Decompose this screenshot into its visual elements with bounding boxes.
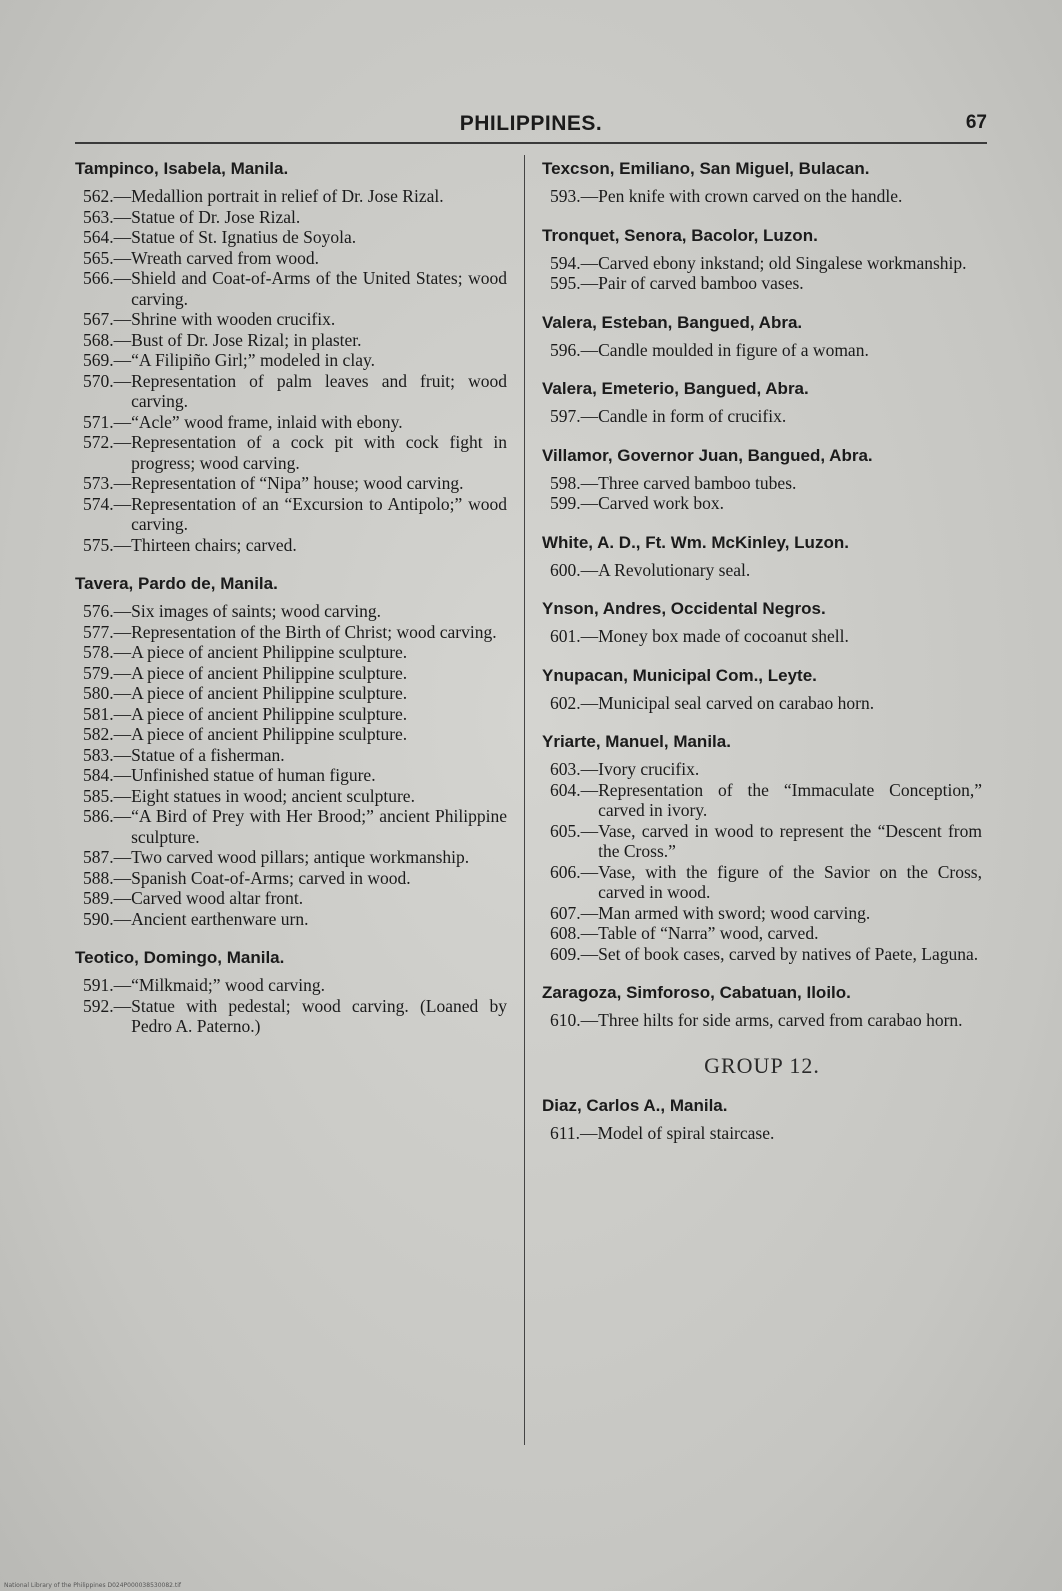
exhibitor-name: Tavera, Pardo de, Manila. (75, 574, 278, 593)
catalog-entry (542, 923, 982, 944)
catalog-entry (75, 186, 507, 207)
entry-number: 605. (550, 820, 581, 841)
entry-number: 603. (550, 759, 581, 779)
entry-text: Medallion portrait in relief of Dr. Jose Rizal. (131, 186, 444, 206)
entry-text: “Milkmaid;” wood carving. (131, 975, 326, 995)
entry-number: 595. (550, 273, 581, 293)
entry-text: Three hilts for side arms, carved from carabao horn. (598, 1010, 963, 1030)
entry-dash: — (580, 472, 599, 493)
entry-dash: — (580, 820, 599, 841)
entry-dash: — (580, 902, 599, 923)
entry-dash: — (113, 268, 132, 288)
catalog-entry (542, 340, 982, 361)
entry-list (542, 1123, 982, 1144)
entry-number: 574. (83, 493, 114, 514)
entry-dash: — (580, 779, 599, 800)
entry-dash: — (580, 273, 599, 293)
entry-number: 587. (83, 847, 114, 867)
entry-number: 590. (83, 908, 114, 929)
entry-dash: — (580, 1010, 599, 1030)
entry-number: 566. (83, 268, 114, 288)
entry-text: A Revolutionary seal. (598, 559, 751, 580)
catalog-entry (75, 745, 507, 766)
entry-list (75, 975, 507, 1037)
catalog-entry (75, 207, 507, 228)
exhibitor-section (542, 665, 982, 714)
entry-number: 585. (83, 785, 114, 806)
entry-dash: — (113, 806, 132, 826)
catalog-entry (542, 406, 982, 427)
entry-dash: — (579, 1122, 598, 1143)
catalog-entry (75, 622, 507, 643)
entry-text: Representation of the Birth of Christ; wood carving. (131, 621, 497, 642)
entry-dash: — (113, 908, 132, 929)
entry-number: 570. (83, 370, 114, 391)
exhibitor-name: Texcson, Emiliano, San Miguel, Bulacan. (542, 159, 870, 178)
entry-number: 598. (550, 472, 581, 493)
catalog-entry (542, 1123, 982, 1144)
exhibitor-name: Zaragoza, Simforoso, Cabatuan, Iloilo. (542, 983, 851, 1002)
catalog-entry (542, 493, 982, 514)
entry-number: 562. (83, 186, 114, 206)
catalog-entry (542, 780, 982, 821)
entry-dash: — (113, 785, 132, 806)
catalog-entry (75, 765, 507, 786)
entry-list (542, 406, 982, 427)
entry-number: 602. (550, 692, 581, 713)
entry-text: Bust of Dr. Jose Rizal; in plaster. (131, 329, 362, 350)
entry-number: 579. (83, 662, 114, 683)
exhibitor-section (542, 731, 982, 964)
catalog-entry (75, 535, 507, 556)
entry-number: 592. (83, 995, 114, 1016)
entry-text: Table of “Narra” wood, carved. (598, 923, 819, 943)
running-title: PHILIPPINES. (459, 112, 603, 135)
exhibitor-name: Ynson, Andres, Occidental Negros. (542, 599, 826, 618)
catalog-entry (75, 909, 507, 930)
entry-dash: — (113, 703, 132, 724)
entry-dash: — (113, 350, 132, 370)
exhibitor-name: Yriarte, Manuel, Manila. (542, 732, 731, 751)
catalog-entry (75, 996, 507, 1037)
exhibitor-section (75, 573, 507, 929)
exhibitor-section (542, 982, 982, 1031)
entry-number: 596. (550, 339, 581, 360)
exhibitor-name: White, A. D., Ft. Wm. McKinley, Luzon. (542, 532, 849, 552)
entry-text: Ivory crucifix. (598, 759, 700, 779)
entry-number: 563. (83, 206, 114, 227)
exhibitor-section (75, 947, 507, 1037)
entry-number: 578. (83, 642, 114, 662)
entry-list (542, 626, 982, 647)
exhibitor-section (542, 158, 982, 207)
catalog-entry (75, 248, 507, 269)
catalog-entry (75, 494, 507, 535)
entry-text: Three carved bamboo tubes. (598, 472, 797, 493)
catalog-entry (542, 626, 982, 647)
entry-number: 611. (550, 1122, 580, 1143)
entry-dash: — (580, 861, 599, 882)
exhibitor-section (75, 158, 507, 555)
entry-number: 572. (83, 432, 114, 452)
entry-dash: — (113, 206, 132, 227)
entry-dash: — (113, 473, 132, 493)
catalog-entry (75, 330, 507, 351)
exhibitor-section (542, 1095, 982, 1144)
entry-text: A piece of ancient Philippine sculpture. (131, 724, 408, 744)
entry-number: 569. (83, 350, 114, 370)
catalog-entry (542, 1010, 982, 1031)
entry-text: Representation of the “Immaculate Conception,” carved in ivory. (598, 779, 982, 820)
entry-text: Set of book cases, carved by natives of Paete, Laguna. (598, 943, 979, 964)
entry-dash: — (113, 765, 132, 785)
catalog-entry (542, 186, 982, 207)
right-column-sections (542, 158, 982, 1031)
entry-dash: — (113, 227, 132, 247)
entry-dash: — (113, 995, 132, 1016)
entry-dash: — (580, 186, 599, 206)
exhibitor-name: Valera, Emeterio, Bangued, Abra. (542, 379, 809, 398)
entry-text: Two carved wood pillars; antique workmanship. (131, 847, 470, 867)
entry-text: Candle moulded in figure of a woman. (598, 339, 869, 360)
catalog-entry (542, 693, 982, 714)
entry-number: 597. (550, 406, 581, 426)
entry-list (75, 601, 507, 929)
catalog-entry (75, 663, 507, 684)
entry-text: “A Filipiño Girl;” modeled in clay. (131, 350, 375, 370)
catalog-entry (542, 862, 982, 903)
left-column (75, 158, 507, 1055)
entry-text: Carved ebony inkstand; old Singalese workmanship. (598, 252, 967, 273)
entry-text: Vase, with the figure of the Savior on the Cross, carved in wood. (598, 861, 982, 902)
entry-dash: — (113, 724, 132, 744)
entry-text: Pen knife with crown carved on the handle. (598, 186, 903, 206)
entry-text: “A Bird of Prey with Her Brood;” ancient Philippine sculpture. (131, 806, 507, 847)
catalog-entry (75, 309, 507, 330)
entry-text: Model of spiral staircase. (597, 1122, 775, 1143)
entry-text: Statue of St. Ignatius de Soyola. (131, 227, 357, 247)
entry-text: Shrine with wooden crucifix. (131, 309, 336, 329)
entry-text: Vase, carved in wood to represent the “Descent from the Cross.” (598, 820, 982, 861)
entry-number: 575. (83, 534, 114, 555)
catalog-entry (542, 473, 982, 494)
exhibitor-name: Ynupacan, Municipal Com., Leyte. (542, 665, 817, 685)
entry-text: Wreath carved from wood. (131, 247, 319, 268)
entry-number: 584. (83, 765, 114, 785)
entry-dash: — (580, 923, 599, 943)
entry-dash: — (113, 329, 132, 350)
entry-number: 577. (83, 621, 114, 642)
exhibitor-name: Diaz, Carlos A., Manila. (542, 1095, 728, 1115)
exhibitor-section (542, 532, 982, 581)
entry-list (542, 560, 982, 581)
entry-number: 583. (83, 744, 114, 765)
catalog-entry (75, 786, 507, 807)
catalog-entry (75, 227, 507, 248)
exhibitor-section (542, 312, 982, 361)
entry-dash: — (113, 621, 132, 642)
entry-number: 600. (550, 559, 581, 580)
entry-dash: — (580, 559, 599, 580)
entry-number: 573. (83, 473, 114, 493)
catalog-entry (75, 724, 507, 745)
entry-dash: — (113, 975, 132, 995)
entry-text: Money box made of cocoanut shell. (598, 626, 849, 646)
exhibitor-section (542, 445, 982, 514)
entry-text: Pair of carved bamboo vases. (598, 273, 804, 293)
entry-number: 582. (83, 724, 114, 744)
entry-dash: — (113, 601, 132, 621)
entry-text: Statue with pedestal; wood carving. (Loaned by Pedro A. Paterno.) (131, 995, 507, 1036)
entry-text: Carved work box. (598, 493, 725, 513)
entry-dash: — (580, 493, 599, 513)
entry-text: Six images of saints; wood carving. (131, 601, 381, 621)
entry-text: “Acle” wood frame, inlaid with ebony. (131, 411, 403, 432)
entry-dash: — (113, 186, 132, 206)
entry-dash: — (580, 692, 599, 713)
catalog-entry (75, 888, 507, 909)
entry-text: A piece of ancient Philippine sculpture. (131, 662, 408, 683)
entry-list (542, 253, 982, 294)
entry-dash: — (113, 662, 132, 683)
entry-dash: — (113, 847, 132, 867)
entry-list (542, 186, 982, 207)
entry-number: 593. (550, 186, 581, 206)
entry-number: 607. (550, 902, 581, 923)
entry-dash: — (580, 339, 599, 360)
catalog-entry (75, 806, 507, 847)
scan-footer-note: National Library of the Philippines D024P000038530082.tif (4, 1582, 182, 1589)
right-column (542, 158, 982, 1161)
entry-dash: — (580, 626, 599, 646)
exhibitor-name: Valera, Esteban, Bangued, Abra. (542, 312, 803, 332)
entry-text: Representation of palm leaves and fruit; wood carving. (131, 370, 507, 411)
entry-list (542, 759, 982, 964)
group-heading: GROUP 12. (704, 1052, 820, 1078)
entry-text: Statue of Dr. Jose Rizal. (131, 206, 301, 227)
entry-dash: — (113, 642, 132, 662)
exhibitor-section (542, 598, 982, 647)
entry-text: Statue of a fisherman. (131, 744, 285, 765)
entry-dash: — (113, 888, 132, 908)
exhibitor-section (542, 225, 982, 294)
entry-number: 588. (83, 867, 114, 888)
entry-number: 604. (550, 779, 581, 800)
entry-number: 576. (83, 601, 114, 621)
catalog-entry (75, 847, 507, 868)
entry-text: A piece of ancient Philippine sculpture. (131, 642, 408, 662)
entry-text: Shield and Coat-of-Arms of the United States; wood carving. (131, 268, 507, 309)
entry-dash: — (113, 534, 132, 555)
entry-list (542, 693, 982, 714)
entry-dash: — (113, 309, 132, 329)
catalog-entry (75, 975, 507, 996)
entry-text: Candle in form of crucifix. (598, 406, 787, 426)
entry-dash: — (580, 252, 599, 273)
entry-list (542, 1010, 982, 1031)
entry-list (542, 340, 982, 361)
entry-text: Spanish Coat-of-Arms; carved in wood. (131, 867, 411, 888)
entry-number: 594. (550, 252, 581, 273)
catalog-entry (75, 868, 507, 889)
entry-dash: — (113, 247, 132, 268)
entry-dash: — (113, 370, 132, 391)
entry-number: 591. (83, 975, 114, 995)
header-rule (75, 142, 987, 144)
page-header (75, 112, 987, 142)
entry-number: 601. (550, 626, 581, 646)
entry-dash: — (580, 406, 599, 426)
exhibitor-name: Tronquet, Senora, Bacolor, Luzon. (542, 225, 818, 245)
catalog-entry (75, 683, 507, 704)
entry-number: 571. (83, 411, 114, 432)
entry-number: 608. (550, 923, 581, 943)
exhibitor-name: Villamor, Governor Juan, Bangued, Abra. (542, 445, 873, 465)
exhibitor-name: Teotico, Domingo, Manila. (75, 948, 285, 967)
entry-number: 567. (83, 309, 114, 329)
entry-text: Representation of a cock pit with cock fight in progress; wood carving. (131, 432, 507, 473)
catalog-entry (75, 268, 507, 309)
catalog-entry (75, 704, 507, 725)
catalog-entry (75, 473, 507, 494)
catalog-entry (542, 944, 982, 965)
entry-text: A piece of ancient Philippine sculpture. (131, 683, 408, 703)
entry-dash: — (113, 683, 132, 703)
catalog-entry (75, 642, 507, 663)
column-divider (524, 155, 525, 1445)
catalog-entry (542, 821, 982, 862)
entry-text: Man armed with sword; wood carving. (598, 902, 871, 923)
exhibitor-name: Tampinco, Isabela, Manila. (75, 159, 289, 178)
entry-dash: — (580, 943, 599, 964)
entry-number: 606. (550, 861, 581, 882)
entry-dash: — (113, 867, 132, 888)
catalog-entry (542, 273, 982, 294)
entry-dash: — (580, 759, 599, 779)
entry-text: Representation of an “Excursion to Antipolo;” wood carving. (131, 493, 507, 534)
entry-dash: — (113, 432, 132, 452)
entry-number: 609. (550, 943, 581, 964)
entry-number: 586. (83, 806, 114, 826)
entry-dash: — (113, 493, 132, 514)
entry-text: Eight statues in wood; ancient sculpture. (131, 785, 415, 806)
entry-number: 564. (83, 227, 114, 247)
page-number: 67 (965, 112, 987, 133)
catalog-entry (75, 350, 507, 371)
entry-number: 568. (83, 329, 114, 350)
entry-list (75, 186, 507, 555)
entry-text: Municipal seal carved on carabao horn. (598, 692, 875, 713)
entry-number: 565. (83, 247, 114, 268)
entry-number: 581. (83, 703, 114, 724)
entry-number: 589. (83, 888, 114, 908)
entry-text: A piece of ancient Philippine sculpture. (131, 703, 408, 724)
exhibitor-section (542, 378, 982, 427)
entry-text: Ancient earthenware urn. (131, 908, 309, 929)
catalog-entry (542, 903, 982, 924)
catalog-entry (75, 601, 507, 622)
entry-number: 580. (83, 683, 114, 703)
entry-text: Representation of “Nipa” house; wood carving. (131, 473, 464, 493)
entry-number: 610. (550, 1010, 581, 1030)
entry-number: 599. (550, 493, 581, 513)
entry-list (542, 473, 982, 514)
entry-text: Unfinished statue of human figure. (131, 765, 376, 785)
entry-text: Carved wood altar front. (131, 888, 304, 908)
catalog-entry (542, 759, 982, 780)
catalog-entry (75, 412, 507, 433)
entry-text: Thirteen chairs; carved. (131, 534, 297, 555)
entry-dash: — (113, 744, 132, 765)
catalog-entry (75, 432, 507, 473)
catalog-entry (542, 253, 982, 274)
catalog-entry (542, 560, 982, 581)
entry-dash: — (113, 411, 132, 432)
catalog-entry (75, 371, 507, 412)
